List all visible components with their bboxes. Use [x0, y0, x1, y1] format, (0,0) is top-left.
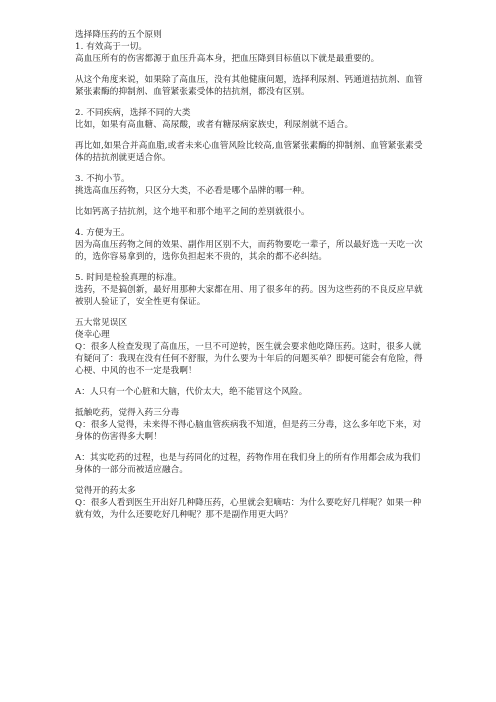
paragraph-gap — [75, 98, 427, 107]
misconception-1-question: Q：很多人检查发现了高血压，一旦不可逆转，医生就会要求他吃降压药。这时，很多人就有疑问了：我现在没有任何不舒服，为什么要为十年后的问题买单？即便可能会有危险，得心梗、中风的也不一定是我啊！ — [75, 342, 423, 376]
principle-2-text: 比如，如果有高血糖、高尿酸，或者有糖尿病家族史，利尿剂就不适合。 — [75, 120, 354, 130]
principle-3-heading: 3. 不拘小节。 — [75, 174, 130, 184]
principle-4-text: 因为高血压药物之间的效果、副作用区别不大，而药物要吃一辈子，所以最好选一天吃一次的，选你容易拿到的，选你负担起来不贵的，其余的都不必纠结。 — [75, 240, 423, 262]
principle-5-text: 选药，不是搞创新，最好用那种大家都在用、用了很多年的药。因为这些药的不良反应早就被别人验证了，安全性更有保证。 — [75, 285, 423, 307]
paragraph-gap — [75, 398, 427, 407]
paragraph-gap — [75, 65, 427, 74]
principle-2-note: 再比如,如果合并高血脂,或者未来心血管风险比较高,血管紧张素酶的抑制剂、血管紧张素受体的拮抗剂就更适合你。 — [75, 141, 423, 163]
misconception-1-answer: A：人只有一个心脏和大脑，代价太大，绝不能冒这个风险。 — [75, 387, 308, 397]
document-title: 选择降压药的五个原则 — [75, 30, 162, 40]
principle-1-text: 高血压所有的伤害都源于血压升高本身，把血压降到目标值以下就是最重要的。 — [75, 54, 380, 64]
misconception-1-heading: 侥幸心理 — [75, 330, 110, 340]
document-body — [75, 29, 427, 521]
paragraph-gap — [75, 443, 427, 452]
principle-3-note: 比如钙离子拮抗剂，这个地平和那个地平之间的差别就很小。 — [75, 207, 310, 217]
paragraph-gap — [75, 308, 427, 317]
principle-2-heading: 2. 不同疾病，选择不同的大类 — [75, 108, 191, 118]
paragraph-gap — [75, 377, 427, 386]
principle-4-heading: 4. 方便为王。 — [75, 228, 130, 238]
misconceptions-heading: 五大常见误区 — [75, 318, 128, 328]
paragraph-gap — [75, 131, 427, 140]
misconception-3-question: Q：很多人看到医生开出好几种降压药，心里就会犯嘀咕：为什么要吃好几样呢？如果一种就有效，为什么还要吃好几种呢？那不是副作用更大吗？ — [75, 498, 422, 520]
paragraph-gap — [75, 263, 427, 272]
misconception-2-heading: 抵触吃药，觉得入药三分毒 — [75, 408, 180, 418]
principle-1-heading: 1. 有效高于一切。 — [75, 42, 148, 52]
paragraph-gap — [75, 218, 427, 227]
principle-3-text: 挑选高血压药物，只区分大类，不必看是哪个品牌的哪一种。 — [75, 186, 310, 196]
principle-5-heading: 5. 时间是检验真理的标准。 — [75, 273, 182, 283]
paragraph-gap — [75, 164, 427, 173]
misconception-2-question: Q：很多人觉得，未来得不得心脑血管疾病我不知道，但是药三分毒，这么多年吃下来，对身体的伤害得多大啊！ — [75, 420, 422, 442]
paragraph-gap — [75, 476, 427, 485]
principle-1-note: 从这个角度来说，如果除了高血压，没有其他健康问题，选择利尿剂、钙通道拮抗剂、血管紧张素酶的抑制剂、血管紧张素受体的拮抗剂，都没有区别。 — [75, 75, 423, 97]
misconception-2-answer: A：其实吃药的过程，也是与药同化的过程，药物作用在我们身上的所有作用都会成为我们身体的一部分而被适应融合。 — [75, 453, 421, 475]
paragraph-gap — [75, 197, 427, 206]
misconception-3-heading: 觉得开的药太多 — [75, 486, 136, 496]
